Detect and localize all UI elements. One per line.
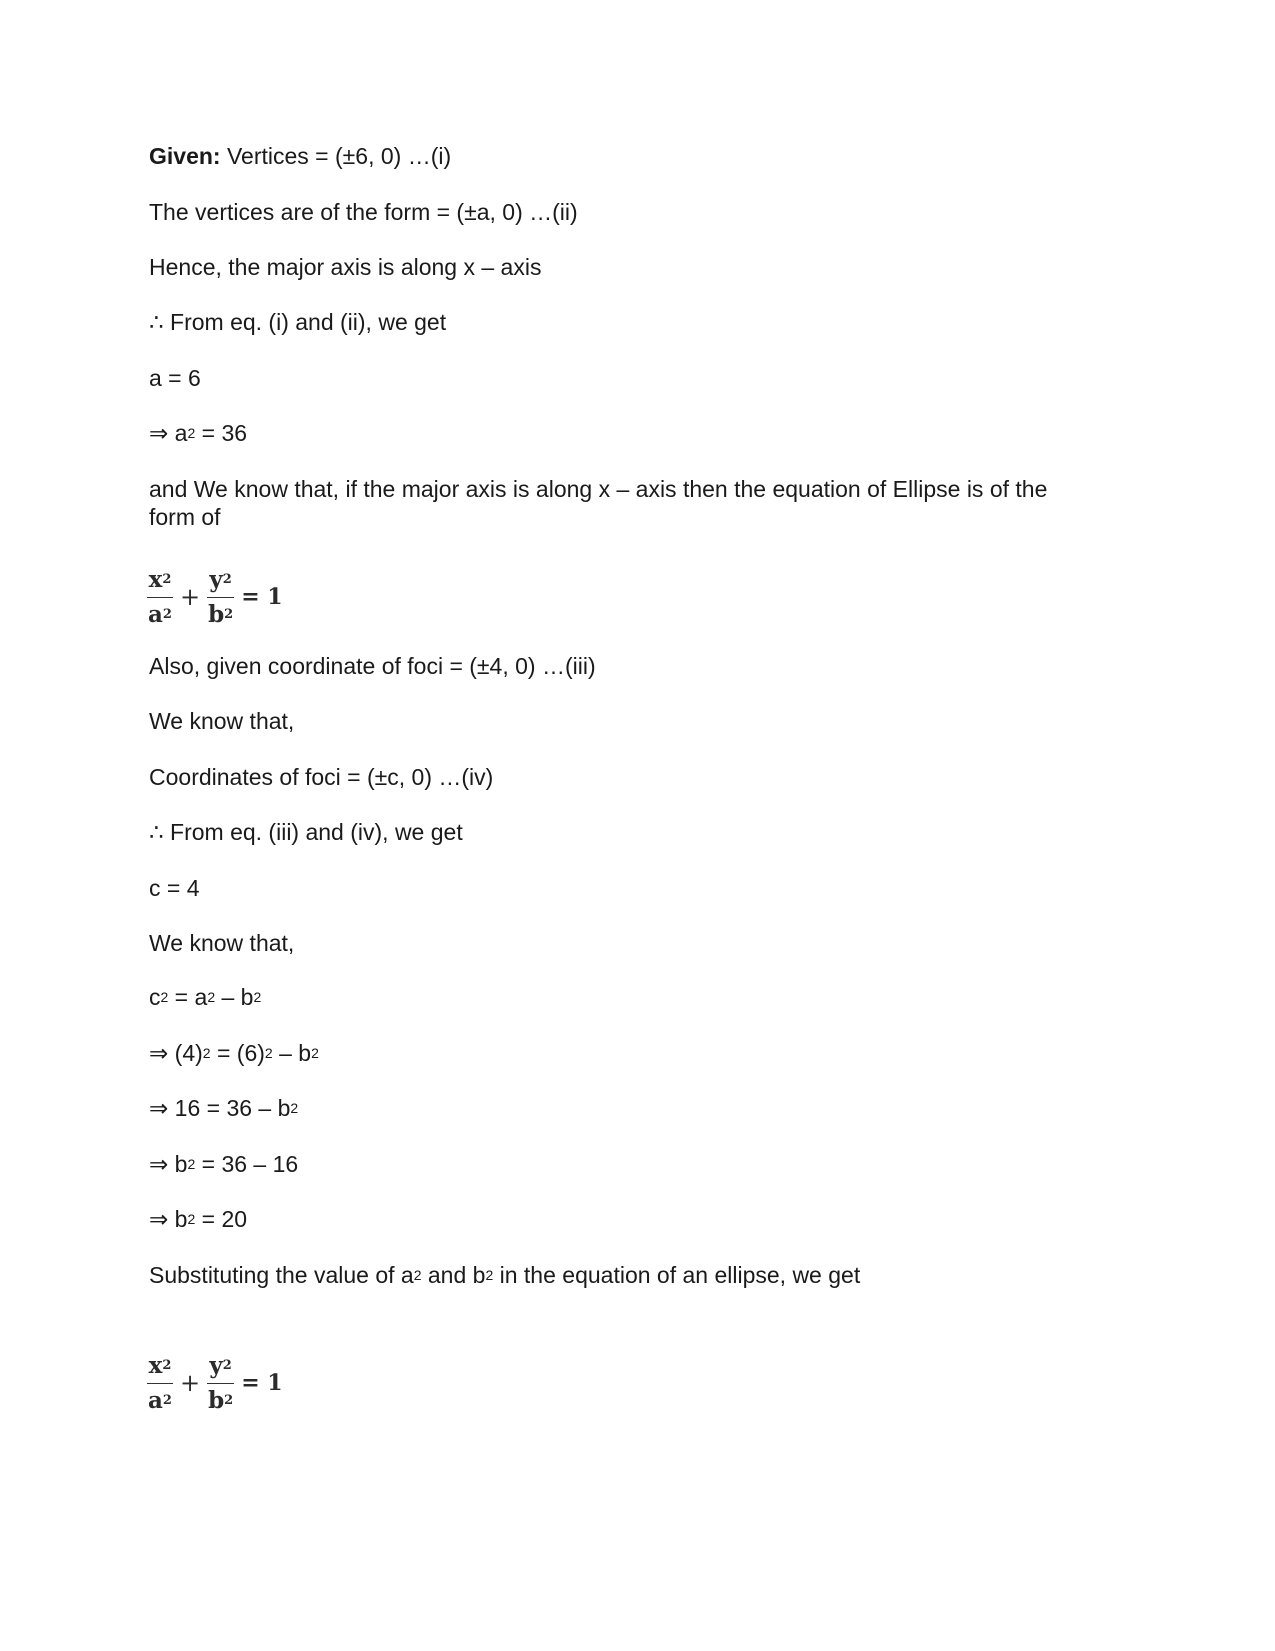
exponent: 2: [162, 606, 172, 622]
plus-sign: +: [179, 1369, 201, 1397]
fraction-y-over-b: [206, 1352, 235, 1415]
denominator-b: b: [208, 600, 225, 628]
a-term: = a: [168, 984, 208, 1010]
ellipse-form-paragraph: and We know that, if the major axis is along x – axis then the equation of Ellipse is of the form of: [149, 476, 1048, 530]
numerator-x: x: [148, 1351, 163, 1379]
exponent: 2: [187, 1211, 196, 1227]
exponent: 2: [187, 425, 196, 441]
ellipse-equation-2: [146, 1346, 289, 1420]
exponent: 2: [162, 1357, 172, 1373]
exponent: 2: [264, 1045, 273, 1061]
numerator-x: x: [148, 565, 163, 593]
step1-part-c: – b: [272, 1040, 312, 1066]
step1-line: [149, 1039, 319, 1067]
step2-text: ⇒ 16 = 36 – b: [149, 1095, 291, 1121]
a-squared-line: [149, 419, 247, 447]
fraction-x-over-a: [146, 1352, 174, 1415]
step4-part-a: ⇒ b: [149, 1206, 188, 1232]
subst-part-a: Substituting the value of a: [149, 1262, 414, 1288]
step3-part-a: ⇒ b: [149, 1151, 188, 1177]
subst-part-c: in the equation of an ellipse, we get: [493, 1262, 861, 1288]
step4-part-b: = 20: [195, 1206, 248, 1232]
exponent: 2: [290, 1100, 299, 1116]
exponent: 2: [187, 1156, 196, 1172]
numerator-y: y: [209, 1351, 223, 1379]
exponent: 2: [224, 606, 234, 622]
a-squared-suffix: = 36: [195, 420, 248, 446]
foci-form-line: Coordinates of foci = (±c, 0) …(iv): [149, 764, 494, 790]
exponent: 2: [224, 1392, 234, 1408]
subst-part-b: and b: [421, 1262, 486, 1288]
c-squared-relation-line: [149, 983, 261, 1011]
ellipse-equation-1: [146, 560, 289, 634]
denominator-b: b: [208, 1386, 225, 1414]
step1-part-a: ⇒ (4): [149, 1040, 203, 1066]
equals-one: = 1: [241, 584, 283, 610]
exponent: 2: [162, 1392, 172, 1408]
we-know-line-2: We know that,: [149, 930, 295, 956]
exponent: 2: [485, 1267, 494, 1283]
exponent: 2: [222, 1357, 232, 1373]
a-squared-prefix: ⇒ a: [149, 420, 188, 446]
given-line: [149, 142, 451, 170]
fraction-y-over-b: [206, 566, 235, 629]
a-value-line: a = 6: [149, 365, 201, 391]
step2-line: [149, 1094, 298, 1122]
denominator-a: a: [148, 1386, 163, 1414]
exponent: 2: [253, 989, 262, 1005]
exponent: 2: [413, 1267, 422, 1283]
from-eq-i-ii-line: ∴ From eq. (i) and (ii), we get: [149, 309, 447, 335]
given-label: Given:: [149, 143, 221, 169]
step3-part-b: = 36 – 16: [195, 1151, 299, 1177]
b-term: – b: [215, 984, 254, 1010]
c-term: c: [149, 984, 161, 1010]
we-know-line-1: We know that,: [149, 708, 295, 734]
from-eq-iii-iv-line: ∴ From eq. (iii) and (iv), we get: [149, 819, 463, 845]
c-value-line: c = 4: [149, 875, 200, 901]
given-text: Vertices = (±6, 0) …(i): [220, 143, 452, 169]
fraction-x-over-a: [146, 566, 174, 629]
denominator-a: a: [148, 600, 163, 628]
vertices-form-line: The vertices are of the form = (±a, 0) …(ii): [149, 199, 578, 225]
foci-given-line: Also, given coordinate of foci = (±4, 0) …(iii): [149, 653, 596, 679]
step1-part-b: = (6): [210, 1040, 265, 1066]
exponent: 2: [222, 571, 232, 587]
major-axis-line: Hence, the major axis is along x – axis: [149, 254, 542, 280]
plus-sign: +: [179, 583, 201, 611]
exponent: 2: [202, 1045, 211, 1061]
exponent: 2: [162, 571, 172, 587]
exponent: 2: [207, 989, 216, 1005]
substitution-line: [149, 1261, 860, 1289]
step4-line: [149, 1205, 247, 1233]
exponent: 2: [160, 989, 169, 1005]
step3-line: [149, 1150, 298, 1178]
equals-one: = 1: [241, 1370, 283, 1396]
exponent: 2: [311, 1045, 319, 1061]
numerator-y: y: [209, 565, 223, 593]
